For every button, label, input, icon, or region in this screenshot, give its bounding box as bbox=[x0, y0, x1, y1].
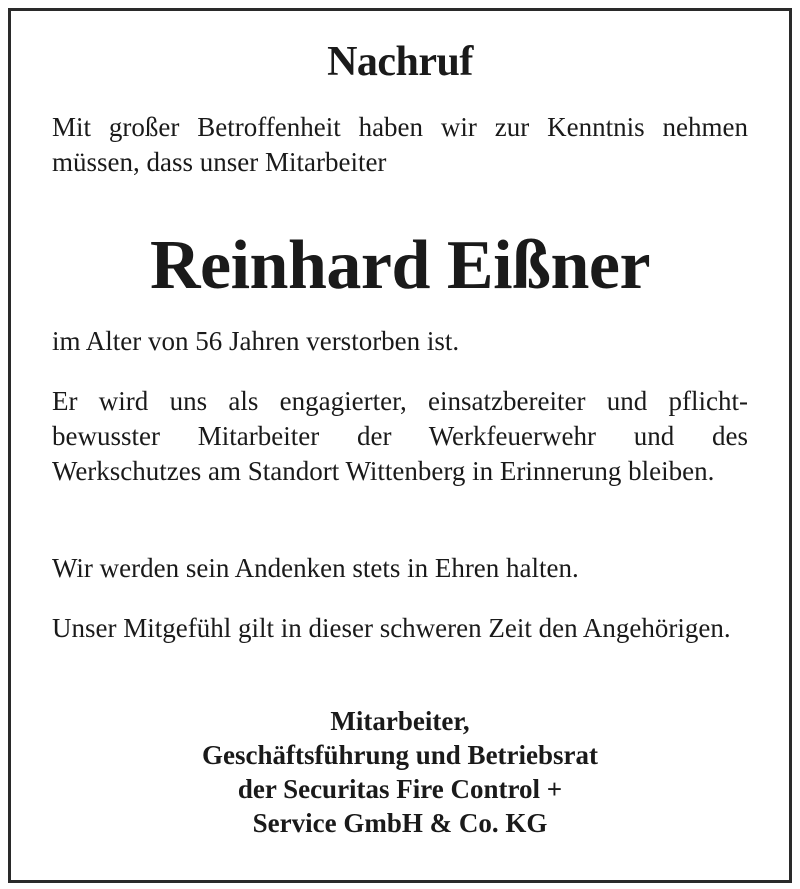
signature-line: der Securitas Fire Control + bbox=[237, 774, 563, 804]
intro-paragraph: Mit großer Betroffenheit haben wir zur Kenntnis nehmen müssen, dass unser Mitarbeiter bbox=[52, 112, 748, 177]
signature-line: Mitarbeiter, bbox=[330, 706, 470, 736]
deceased-name: Reinhard Eißner bbox=[149, 227, 651, 304]
condolence-paragraph: Unser Mitgefühl gilt in dieser schweren Zeit den Angehörigen. bbox=[52, 613, 731, 643]
tribute-paragraph: Er wird uns als engagierter, einsatzbereiter und pflicht-bewusster Mitarbeiter der Werkfeuerwehr und des Werkschutzes am Standort Wittenberg in Erinnerung bleiben. bbox=[52, 386, 748, 486]
signature-block bbox=[0, 704, 800, 840]
signature-line: Geschäftsführung und Betriebsrat bbox=[201, 740, 599, 770]
page-title: Nachruf bbox=[327, 39, 473, 85]
signature-line: Service GmbH & Co. KG bbox=[252, 808, 548, 838]
age-paragraph: im Alter von 56 Jahren verstorben ist. bbox=[52, 326, 460, 356]
honor-paragraph: Wir werden sein Andenken stets in Ehren halten. bbox=[52, 553, 579, 583]
